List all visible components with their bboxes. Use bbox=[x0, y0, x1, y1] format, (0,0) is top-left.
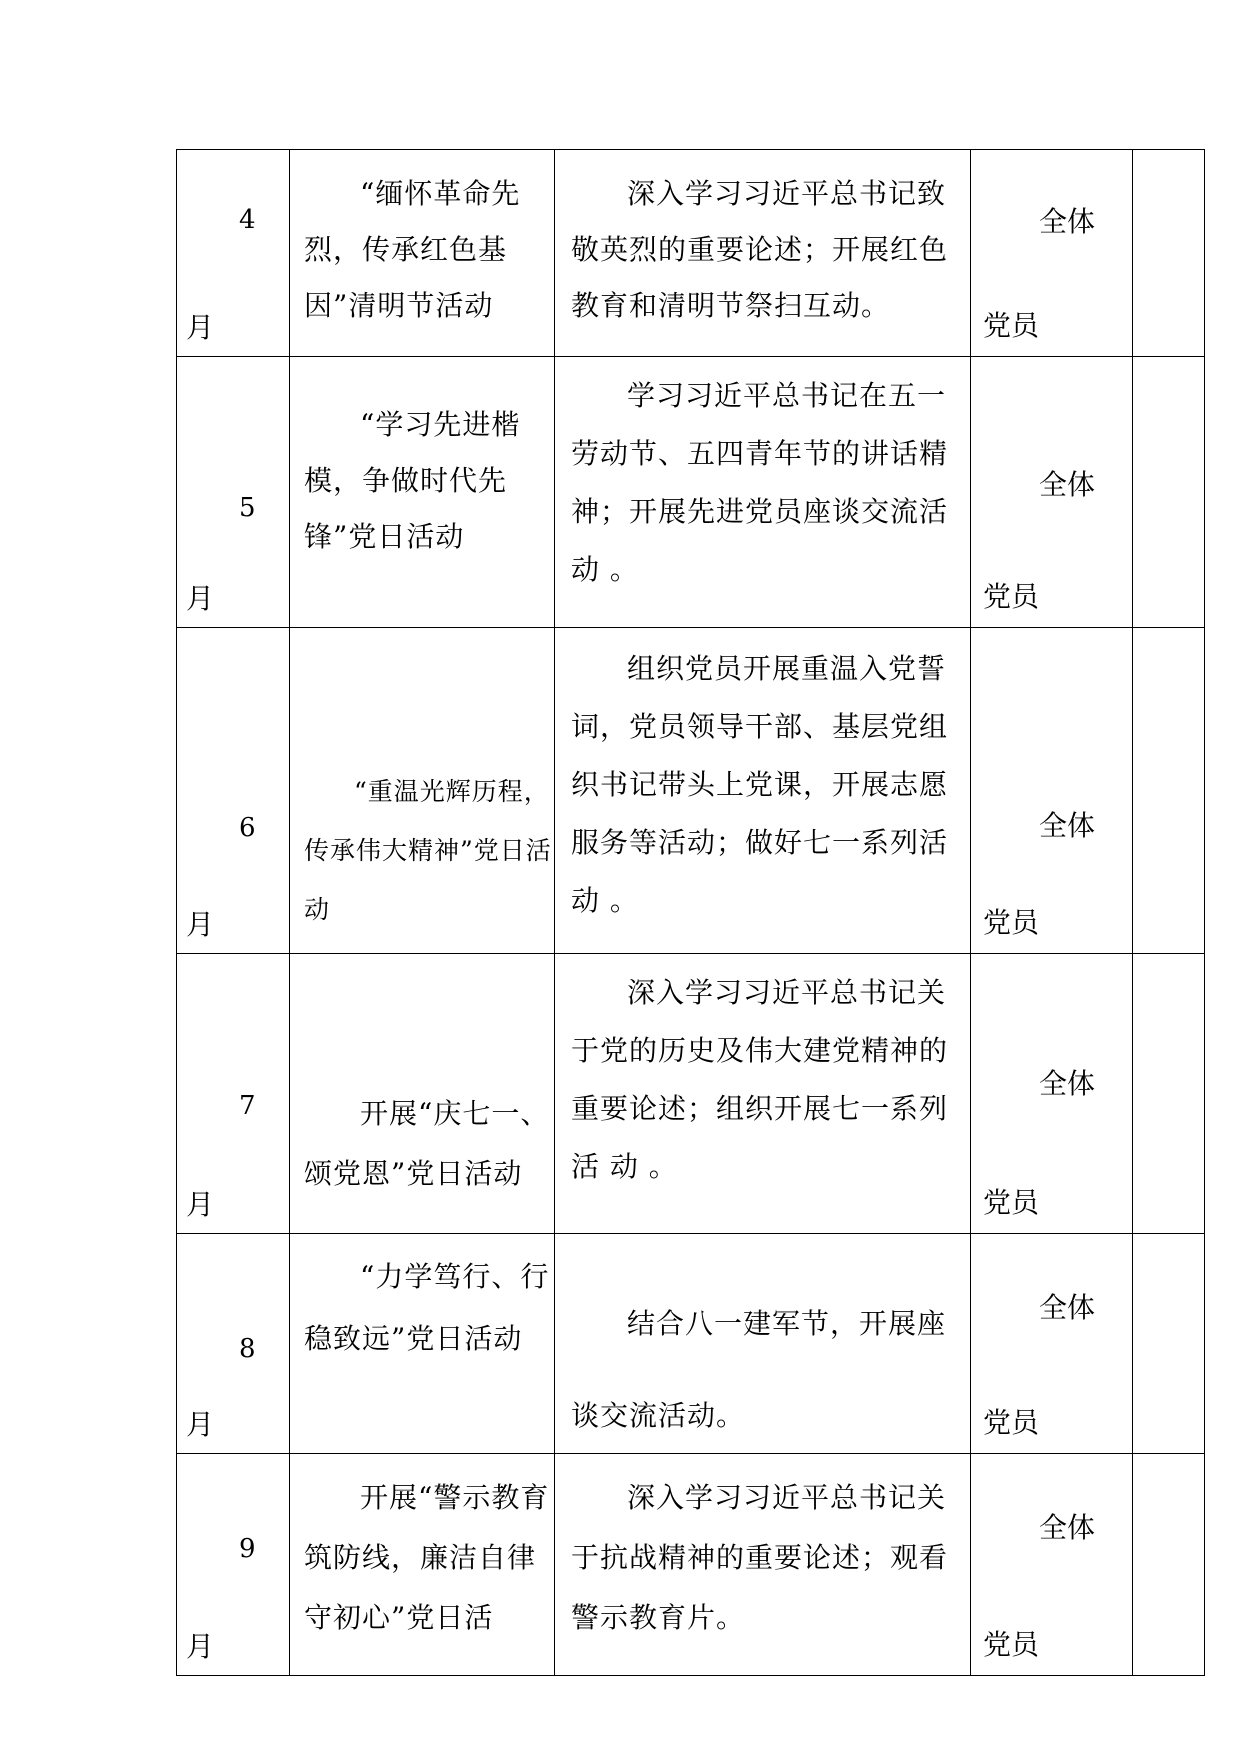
table-row bbox=[177, 954, 1205, 1234]
participants-line1: 全体 bbox=[1039, 1291, 1096, 1324]
participants-line2: 党员 bbox=[983, 309, 1040, 342]
activity-name-cell bbox=[290, 1454, 555, 1676]
activity-name: 开展“庆七一、颂党恩”党日活动 bbox=[304, 1097, 550, 1190]
month-unit: 月 bbox=[186, 1630, 215, 1663]
activity-content: 深入学习习近平总书记关于抗战精神的重要论述；观看警示教育片。 bbox=[571, 1481, 949, 1634]
activity-name-cell bbox=[290, 628, 555, 954]
table-row bbox=[177, 1234, 1205, 1454]
participants-cell bbox=[971, 1234, 1133, 1454]
month-unit: 月 bbox=[186, 311, 215, 344]
activity-name: “力学笃行、行稳致远”党日活动 bbox=[304, 1260, 550, 1355]
activity-content: 学习习近平总书记在五一劳动节、五四青年节的讲话精神；开展先进党员座谈交流活动 。 bbox=[571, 379, 949, 586]
participants-line1: 全体 bbox=[1039, 809, 1096, 842]
month-number: 4 bbox=[239, 205, 256, 235]
note-cell bbox=[1133, 357, 1205, 628]
activity-name-cell bbox=[290, 357, 555, 628]
month-unit: 月 bbox=[186, 582, 215, 615]
activity-name: “学习先进楷模，争做时代先锋”党日活动 bbox=[304, 408, 521, 553]
note-cell bbox=[1133, 150, 1205, 357]
month-number: 9 bbox=[239, 1534, 256, 1564]
month-number: 5 bbox=[239, 493, 256, 523]
participants-line2: 党员 bbox=[983, 906, 1040, 939]
participants-cell bbox=[971, 1454, 1133, 1676]
note-cell bbox=[1133, 628, 1205, 954]
activity-plan-table bbox=[176, 149, 1205, 1676]
participants-cell bbox=[971, 357, 1133, 628]
participants-line2: 党员 bbox=[983, 1406, 1040, 1439]
month-unit: 月 bbox=[186, 1408, 215, 1441]
activity-content-cell bbox=[555, 150, 971, 357]
activity-name-cell bbox=[290, 954, 555, 1234]
participants-line1: 全体 bbox=[1039, 468, 1096, 501]
activity-name: 开展“警示教育筑防线，廉洁自律守初心”党日活 bbox=[304, 1481, 550, 1634]
month-number: 7 bbox=[239, 1091, 256, 1121]
activity-name-cell bbox=[290, 150, 555, 357]
note-cell bbox=[1133, 1454, 1205, 1676]
activity-content-cell bbox=[555, 954, 971, 1234]
month-cell bbox=[177, 1234, 290, 1454]
activity-content: 深入学习习近平总书记关于党的历史及伟大建党精神的重要论述；组织开展七一系列活 动 。 bbox=[571, 976, 949, 1183]
note-cell bbox=[1133, 1234, 1205, 1454]
participants-line2: 党员 bbox=[983, 1186, 1040, 1219]
activity-content: 深入学习习近平总书记致敬英烈的重要论述；开展红色教育和清明节祭扫互动。 bbox=[571, 177, 949, 322]
participants-cell bbox=[971, 150, 1133, 357]
activity-name-cell bbox=[290, 1234, 555, 1454]
month-number: 8 bbox=[239, 1334, 256, 1364]
activity-content-cell bbox=[555, 1234, 971, 1454]
month-cell bbox=[177, 1454, 290, 1676]
table-row bbox=[177, 357, 1205, 628]
participants-line1: 全体 bbox=[1039, 1067, 1096, 1100]
table-row bbox=[177, 628, 1205, 954]
participants-line1: 全体 bbox=[1039, 1511, 1096, 1544]
table-row bbox=[177, 150, 1205, 357]
activity-content-cell bbox=[555, 357, 971, 628]
activity-name: “重温光辉历程，传承伟大精神”党日活动 bbox=[304, 777, 552, 924]
month-cell bbox=[177, 954, 290, 1234]
activity-name: “缅怀革命先烈，传承红色基因”清明节活动 bbox=[304, 177, 521, 322]
participants-line2: 党员 bbox=[983, 580, 1040, 613]
activity-content: 结合八一建军节，开展座谈交流活动。 bbox=[571, 1307, 947, 1432]
activity-content-cell bbox=[555, 628, 971, 954]
participants-cell bbox=[971, 954, 1133, 1234]
activity-content-cell bbox=[555, 1454, 971, 1676]
participants-line1: 全体 bbox=[1039, 205, 1096, 238]
month-cell bbox=[177, 357, 290, 628]
activity-content: 组织党员开展重温入党誓词，党员领导干部、基层党组织书记带头上党课，开展志愿服务等活动；做好七一系列活动 。 bbox=[571, 652, 949, 917]
month-cell bbox=[177, 150, 290, 357]
month-cell bbox=[177, 628, 290, 954]
month-unit: 月 bbox=[186, 1188, 215, 1221]
month-number: 6 bbox=[239, 813, 256, 843]
participants-line2: 党员 bbox=[983, 1628, 1040, 1661]
month-unit: 月 bbox=[186, 908, 215, 941]
table-row bbox=[177, 1454, 1205, 1676]
note-cell bbox=[1133, 954, 1205, 1234]
participants-cell bbox=[971, 628, 1133, 954]
